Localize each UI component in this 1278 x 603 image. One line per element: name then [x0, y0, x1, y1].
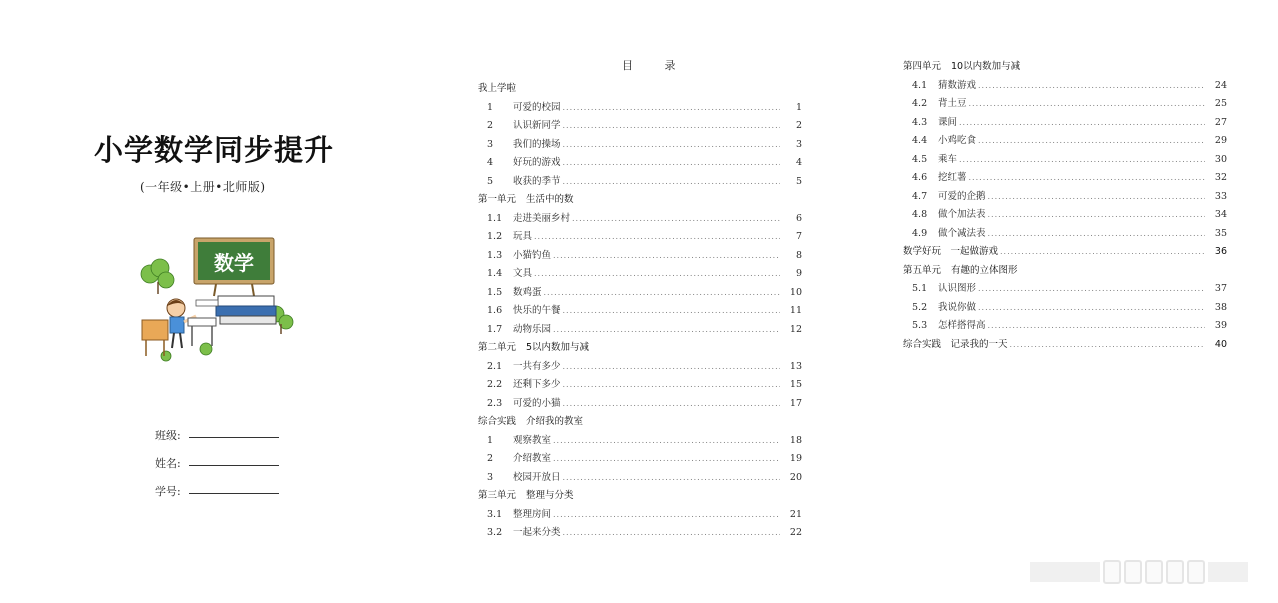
toc-unit-prefix: 第一单元	[478, 194, 517, 205]
toc-unit-prefix: 我上学啦	[478, 83, 517, 94]
toc-entry[interactable]	[478, 506, 802, 525]
toc-entry-title: 背土豆	[938, 98, 967, 109]
toc-leader-dots	[959, 114, 1205, 133]
toc-page-number: 33	[1214, 190, 1227, 202]
toc-page-number: 1	[795, 101, 802, 113]
toc-page-number: 3	[795, 138, 802, 150]
toc-entry-title: 我说你做	[938, 301, 977, 313]
toc-entry-number: 2.2	[487, 379, 503, 390]
toc-entry[interactable]	[903, 77, 1227, 96]
toc-leader-dots	[563, 173, 780, 192]
toc-entry-number: 3.1	[487, 508, 503, 520]
toc-page-number: 18	[789, 434, 802, 446]
toc-entry[interactable]	[478, 173, 802, 192]
toc-page-number: 17	[789, 397, 802, 409]
toc-entry-title: 可爱的小猫	[513, 397, 561, 409]
toc-entry[interactable]	[903, 95, 1227, 114]
toc-unit-name: 整理与分类	[526, 490, 574, 501]
toc-entry-title: 怎样搭得高	[938, 320, 986, 331]
cover-subtitle: (一年级•上册•北师版)	[140, 180, 266, 194]
toc-leader-dots	[553, 450, 780, 469]
toc-entry-number: 4.5	[912, 153, 928, 165]
toc-page-number: 6	[795, 212, 802, 224]
cover-page	[0, 0, 440, 603]
toc-leader-dots	[544, 284, 780, 303]
toc-unit-entry[interactable]	[903, 243, 1227, 262]
class-label: 班级:	[155, 429, 181, 442]
toc-entry[interactable]	[478, 210, 802, 229]
toc-entry[interactable]	[478, 265, 802, 284]
toc-leader-dots	[572, 210, 780, 229]
toc-leader-dots	[978, 280, 1205, 299]
toc-unit-prefix: 第五单元	[903, 264, 942, 276]
toc-leader-dots	[553, 247, 780, 266]
toc-page-number: 29	[1214, 135, 1227, 146]
toc-unit-heading[interactable]	[903, 58, 1227, 77]
toc-entry-number: 4.9	[912, 227, 928, 239]
scroll-thumb[interactable]	[1145, 560, 1163, 584]
toc-entry-title: 动物乐园	[513, 323, 552, 335]
toc-entry[interactable]	[478, 376, 802, 395]
toc-entry-number: 4.8	[912, 209, 928, 220]
toc-leader-dots	[988, 188, 1205, 207]
toc-entry-title: 收获的季节	[513, 175, 561, 187]
toc-entry[interactable]	[903, 169, 1227, 188]
toc-entry-number: 4.2	[912, 98, 928, 109]
toc-entry-title: 小猫钓鱼	[513, 249, 552, 261]
toc-entry-title: 数鸡蛋	[513, 286, 542, 298]
toc-entry-title: 认识图形	[938, 283, 977, 294]
toc-leader-dots	[563, 524, 780, 543]
toc-entry-number: 4.1	[912, 79, 928, 91]
toc-unit-prefix: 第二单元	[478, 342, 517, 353]
toc-page-number: 37	[1214, 283, 1227, 294]
toc-entry[interactable]	[478, 469, 802, 488]
toc-unit-heading[interactable]	[478, 191, 802, 210]
toc-leader-dots	[1010, 336, 1205, 355]
toc-leader-dots	[553, 506, 780, 525]
toc-page-number: 8	[795, 249, 802, 261]
toc-entry-title: 好玩的游戏	[513, 157, 561, 168]
toc-entry[interactable]	[903, 151, 1227, 170]
toc-entry-number: 1.3	[487, 249, 503, 261]
toc-leader-dots	[969, 95, 1205, 114]
toc-entry[interactable]	[478, 432, 802, 451]
toc-leader-dots	[959, 151, 1205, 170]
toc-entry-number: 4.6	[912, 172, 928, 183]
page-scroll-strip[interactable]	[1030, 560, 1262, 584]
toc-page-number: 38	[1214, 301, 1227, 313]
toc-unit-title: 数学好玩 一起做游戏	[903, 246, 999, 257]
toc-leader-dots	[988, 206, 1205, 225]
toc-entry-title: 乘车	[938, 153, 958, 165]
toc-page-number: 34	[1214, 209, 1227, 220]
toc-leader-dots	[1000, 243, 1205, 262]
toc-leader-dots	[563, 154, 780, 173]
toc-entry-title: 还剩下多少	[513, 379, 561, 390]
name-line	[189, 464, 279, 466]
student-id-field	[155, 471, 279, 499]
toc-page-number: 30	[1214, 153, 1227, 165]
chalkboard-text: 数学	[214, 251, 254, 275]
toc-entry-title: 玩具	[513, 231, 533, 242]
toc-page-number: 7	[795, 231, 802, 242]
toc-entry[interactable]	[903, 206, 1227, 225]
toc-entry-number: 4	[487, 157, 494, 168]
toc-entry[interactable]	[478, 450, 802, 469]
toc-page-number: 13	[789, 360, 802, 372]
toc-unit-prefix: 第四单元	[903, 61, 942, 72]
scroll-thumb[interactable]	[1124, 560, 1142, 584]
toc-entry-title: 一起来分类	[513, 527, 561, 538]
toc-unit-name: 10以内数加与减	[951, 61, 1021, 72]
toc-leader-dots	[969, 169, 1205, 188]
toc-entry[interactable]	[478, 358, 802, 377]
toc-entry-title: 走进美丽乡村	[513, 212, 571, 224]
cover-illustration	[136, 234, 296, 364]
toc-heading: 目 录	[622, 59, 690, 72]
toc-entry[interactable]	[478, 395, 802, 414]
toc-page-number: 40	[1214, 338, 1227, 350]
toc-page-number: 32	[1214, 172, 1227, 183]
toc-unit-heading[interactable]	[478, 413, 802, 432]
class-field	[155, 415, 279, 443]
toc-leader-dots	[563, 395, 780, 414]
toc-entry[interactable]	[478, 321, 802, 340]
toc-entry-title: 校园开放日	[513, 471, 561, 483]
toc-page-number: 19	[789, 453, 802, 464]
toc-entry-title: 认识新同学	[513, 120, 561, 131]
toc-entry[interactable]	[478, 284, 802, 303]
toc-entry-number: 1.1	[487, 212, 503, 224]
toc-leader-dots	[563, 99, 780, 118]
scroll-thumb[interactable]	[1103, 560, 1121, 584]
toc-entry-number: 1.4	[487, 268, 503, 279]
toc-entry-number: 2.3	[487, 397, 503, 409]
toc-entry-number: 1	[487, 434, 494, 446]
toc-page-number: 9	[795, 268, 802, 279]
toc-leader-dots	[988, 225, 1205, 244]
toc-entry[interactable]	[478, 228, 802, 247]
toc-entry[interactable]	[478, 524, 802, 543]
toc-page-number: 25	[1214, 98, 1227, 109]
toc-entry[interactable]	[903, 280, 1227, 299]
toc-leader-dots	[553, 432, 780, 451]
toc-entry-number: 2.1	[487, 360, 503, 372]
name-label: 姓名:	[155, 457, 181, 470]
toc-entry-title: 猜数游戏	[938, 79, 977, 91]
toc-column-right	[903, 58, 1227, 354]
toc-leader-dots	[563, 117, 780, 136]
toc-column-left	[478, 80, 802, 543]
toc-entry-title: 文具	[513, 268, 533, 279]
toc-entry-title: 我们的操场	[513, 138, 561, 150]
toc-leader-dots	[553, 321, 780, 340]
toc-entry[interactable]	[478, 136, 802, 155]
toc-page-number: 5	[795, 175, 802, 187]
toc-unit-name: 介绍我的教室	[526, 416, 584, 427]
toc-unit-name: 5以内数加与减	[526, 342, 590, 353]
student-id-label: 学号:	[155, 485, 181, 498]
toc-entry-number: 1.5	[487, 286, 503, 298]
toc-entry-title: 观察教室	[513, 434, 552, 446]
scroll-thumb[interactable]	[1187, 560, 1205, 584]
scroll-track	[1030, 562, 1100, 582]
toc-unit-heading[interactable]	[478, 487, 802, 506]
toc-unit-name: 生活中的数	[526, 194, 574, 205]
toc-page-number: 10	[789, 286, 802, 298]
toc-unit-heading[interactable]	[478, 339, 802, 358]
toc-entry-title: 可爱的校园	[513, 101, 561, 113]
student-id-line	[189, 492, 279, 494]
toc-entry-number: 2	[487, 453, 494, 464]
toc-page-number: 21	[789, 508, 802, 520]
toc-page-number: 20	[789, 471, 802, 483]
toc-entry[interactable]	[478, 302, 802, 321]
toc-page-number: 15	[789, 379, 802, 390]
toc-entry-title: 介绍教室	[513, 453, 552, 464]
cover-title: 小学数学同步提升	[94, 133, 335, 167]
toc-entry-number: 3	[487, 138, 494, 150]
toc-entry[interactable]	[903, 317, 1227, 336]
toc-leader-dots	[534, 228, 780, 247]
toc-page-number: 35	[1214, 227, 1227, 239]
toc-unit-prefix: 第三单元	[478, 490, 517, 501]
scroll-thumb[interactable]	[1166, 560, 1184, 584]
toc-leader-dots	[978, 77, 1205, 96]
toc-entry-number: 4.3	[912, 116, 928, 128]
toc-entry-number: 5.1	[912, 283, 928, 294]
toc-entry-number: 1	[487, 101, 494, 113]
toc-leader-dots	[563, 376, 780, 395]
toc-entry[interactable]	[478, 117, 802, 136]
toc-entry-number: 3	[487, 471, 494, 483]
toc-entry-title: 小鸡吃食	[938, 135, 977, 146]
toc-entry[interactable]	[478, 99, 802, 118]
scroll-track	[1208, 562, 1248, 582]
name-field	[155, 443, 279, 471]
toc-leader-dots	[978, 132, 1205, 151]
toc-entry-number: 5.3	[912, 320, 928, 331]
toc-leader-dots	[988, 317, 1205, 336]
toc-entry[interactable]	[903, 225, 1227, 244]
toc-entry-number: 4.7	[912, 190, 928, 202]
toc-leader-dots	[563, 136, 780, 155]
toc-entry-title: 挖红薯	[938, 172, 967, 183]
toc-entry[interactable]	[903, 188, 1227, 207]
toc-page-number: 22	[789, 527, 802, 538]
toc-page-number: 39	[1214, 320, 1227, 331]
toc-leader-dots	[534, 265, 780, 284]
toc-entry-title: 快乐的午餐	[513, 305, 561, 316]
toc-entry-number: 1.6	[487, 305, 503, 316]
toc-entry-number: 1.7	[487, 323, 503, 335]
toc-entry-title: 一共有多少	[513, 360, 561, 372]
toc-unit-title: 综合实践 记录我的一天	[903, 338, 1008, 350]
toc-entry-title: 课间	[938, 116, 958, 128]
toc-page-number: 27	[1214, 116, 1227, 128]
toc-entry[interactable]	[903, 114, 1227, 133]
toc-entry-number: 2	[487, 120, 494, 131]
student-info-form	[155, 415, 279, 499]
toc-page-number: 12	[789, 323, 802, 335]
toc-page-number: 2	[795, 120, 802, 131]
class-line	[189, 436, 279, 438]
toc-unit-heading[interactable]	[903, 262, 1227, 281]
toc-unit-name: 有趣的立体图形	[951, 264, 1018, 276]
toc-page-number: 24	[1214, 79, 1227, 91]
toc-entry[interactable]	[478, 154, 802, 173]
toc-entry[interactable]	[478, 247, 802, 266]
toc-page-number: 36	[1214, 246, 1227, 257]
toc-unit-entry[interactable]	[903, 336, 1227, 355]
toc-entry-number: 1.2	[487, 231, 503, 242]
toc-entry-number: 5	[487, 175, 494, 187]
toc-page-number: 11	[789, 305, 802, 316]
toc-entry-number: 5.2	[912, 301, 928, 313]
toc-entry-number: 3.2	[487, 527, 503, 538]
toc-entry-title: 做个减法表	[938, 227, 986, 239]
toc-entry-number: 4.4	[912, 135, 928, 146]
toc-leader-dots	[563, 358, 780, 377]
toc-leader-dots	[563, 469, 780, 488]
toc-entry-title: 可爱的企鹅	[938, 190, 986, 202]
toc-page-number: 4	[795, 157, 802, 168]
toc-entry-title: 整理房间	[513, 508, 552, 520]
toc-leader-dots	[563, 302, 780, 321]
toc-entry[interactable]	[903, 299, 1227, 318]
toc-unit-prefix: 综合实践	[478, 416, 517, 427]
toc-unit-heading[interactable]	[478, 80, 802, 99]
toc-leader-dots	[978, 299, 1205, 318]
toc-entry[interactable]	[903, 132, 1227, 151]
toc-entry-title: 做个加法表	[938, 209, 986, 220]
